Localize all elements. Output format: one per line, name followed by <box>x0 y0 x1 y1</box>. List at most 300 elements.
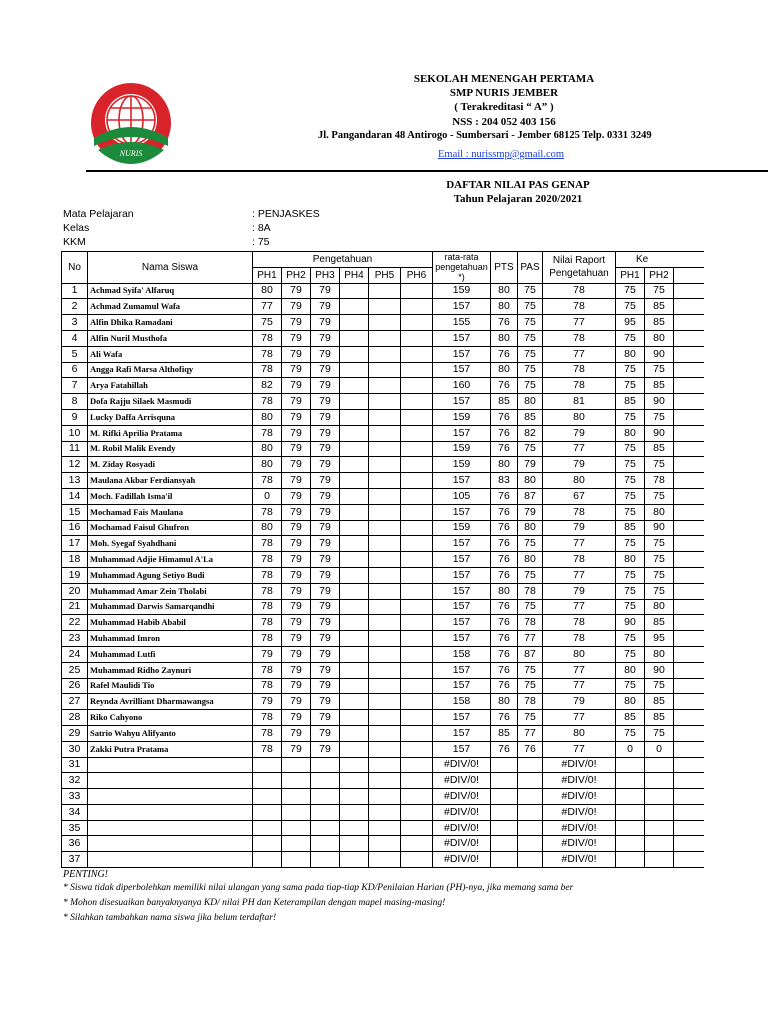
header-ph1: PH1 <box>253 267 282 283</box>
row-average: 159 <box>433 520 491 536</box>
row-ph4 <box>340 820 369 836</box>
row-k-ph2: 75 <box>645 725 674 741</box>
info-kkm-label: KKM <box>63 236 86 248</box>
row-no: 19 <box>62 567 88 583</box>
row-k-ph2 <box>645 757 674 773</box>
row-ph5 <box>369 394 401 410</box>
row-ph6 <box>401 425 433 441</box>
header-pts: PTS <box>491 252 518 284</box>
row-pts <box>491 773 518 789</box>
row-name: Arya Fatahillah <box>88 378 253 394</box>
table-row <box>62 836 704 852</box>
row-pts <box>491 757 518 773</box>
row-ph6 <box>401 504 433 520</box>
row-pts: 80 <box>491 330 518 346</box>
row-ph4 <box>340 457 369 473</box>
row-k-ph2 <box>645 852 674 868</box>
row-no: 29 <box>62 725 88 741</box>
row-ph4 <box>340 378 369 394</box>
table-row <box>62 488 704 504</box>
row-pas <box>518 820 543 836</box>
row-k-ph3 <box>674 599 704 615</box>
row-ph5 <box>369 504 401 520</box>
row-pts: 76 <box>491 567 518 583</box>
row-raport: #DIV/0! <box>543 773 616 789</box>
row-average: 157 <box>433 662 491 678</box>
row-ph5 <box>369 820 401 836</box>
row-k-ph1: 85 <box>616 710 645 726</box>
row-pas: 75 <box>518 330 543 346</box>
row-raport: 80 <box>543 473 616 489</box>
row-ph2: 79 <box>282 330 311 346</box>
row-name: Moh. Syegaf Syahdhani <box>88 536 253 552</box>
row-name: Maulana Akbar Ferdiansyah <box>88 473 253 489</box>
row-pts: 76 <box>491 615 518 631</box>
school-nss: NSS : 204 052 403 156 <box>452 116 556 128</box>
row-ph4 <box>340 441 369 457</box>
row-pts: 76 <box>491 552 518 568</box>
row-pas: 75 <box>518 441 543 457</box>
row-k-ph2: 75 <box>645 283 674 299</box>
row-ph5 <box>369 567 401 583</box>
doc-year: Tahun Pelajaran 2020/2021 <box>453 193 583 205</box>
row-ph5 <box>369 710 401 726</box>
row-k-ph2: 75 <box>645 362 674 378</box>
table-row <box>62 520 704 536</box>
row-k-ph3 <box>674 583 704 599</box>
row-k-ph3 <box>674 631 704 647</box>
row-name: Muhammad Agung Setiyo Budi <box>88 567 253 583</box>
table-row <box>62 552 704 568</box>
row-name: Rafel Maulidi Tio <box>88 678 253 694</box>
table-row <box>62 567 704 583</box>
row-k-ph3 <box>674 725 704 741</box>
row-k-ph2: 85 <box>645 315 674 331</box>
row-k-ph1: 75 <box>616 299 645 315</box>
row-k-ph2: 85 <box>645 299 674 315</box>
row-pas: 80 <box>518 552 543 568</box>
row-k-ph3 <box>674 409 704 425</box>
row-raport: 78 <box>543 283 616 299</box>
row-ph6 <box>401 283 433 299</box>
row-ph2: 79 <box>282 473 311 489</box>
row-k-ph1: 75 <box>616 567 645 583</box>
row-ph1: 78 <box>253 536 282 552</box>
row-pas: 75 <box>518 299 543 315</box>
row-ph4 <box>340 678 369 694</box>
row-ph4 <box>340 599 369 615</box>
header-pengetahuan: Pengetahuan <box>253 252 433 268</box>
table-row <box>62 741 704 757</box>
row-raport: 78 <box>543 615 616 631</box>
row-ph5 <box>369 773 401 789</box>
row-ph3: 79 <box>311 504 340 520</box>
row-name: Reynda Avrilliant Dharmawangsa <box>88 694 253 710</box>
row-raport: 77 <box>543 741 616 757</box>
row-ph3: 79 <box>311 330 340 346</box>
row-ph6 <box>401 552 433 568</box>
table-row <box>62 678 704 694</box>
row-k-ph2 <box>645 789 674 805</box>
row-k-ph3 <box>674 662 704 678</box>
row-ph1: 78 <box>253 710 282 726</box>
row-ph3 <box>311 773 340 789</box>
row-ph1 <box>253 836 282 852</box>
row-pas: 80 <box>518 473 543 489</box>
row-k-ph1: 85 <box>616 394 645 410</box>
row-no: 11 <box>62 441 88 457</box>
row-pts: 85 <box>491 394 518 410</box>
row-raport: 77 <box>543 662 616 678</box>
row-no: 7 <box>62 378 88 394</box>
row-pas <box>518 757 543 773</box>
row-ph4 <box>340 346 369 362</box>
table-row <box>62 710 704 726</box>
row-average: 157 <box>433 394 491 410</box>
row-ph6 <box>401 441 433 457</box>
row-k-ph1 <box>616 773 645 789</box>
row-ph5 <box>369 678 401 694</box>
header-ph4: PH4 <box>340 267 369 283</box>
row-average: 157 <box>433 599 491 615</box>
row-ph1: 78 <box>253 473 282 489</box>
row-k-ph1: 75 <box>616 488 645 504</box>
row-no: 14 <box>62 488 88 504</box>
row-k-ph1: 75 <box>616 441 645 457</box>
row-ph1: 78 <box>253 599 282 615</box>
row-k-ph1 <box>616 836 645 852</box>
row-pts: 80 <box>491 457 518 473</box>
row-ph2: 79 <box>282 283 311 299</box>
row-name: Alfin Nuril Musthofa <box>88 330 253 346</box>
row-raport: 81 <box>543 394 616 410</box>
row-ph2: 79 <box>282 678 311 694</box>
row-pts <box>491 820 518 836</box>
row-no: 35 <box>62 820 88 836</box>
row-no: 31 <box>62 757 88 773</box>
row-no: 23 <box>62 631 88 647</box>
row-k-ph2: 85 <box>645 710 674 726</box>
table-row <box>62 504 704 520</box>
row-k-ph2: 75 <box>645 678 674 694</box>
row-ph6 <box>401 536 433 552</box>
notes-heading: PENTING! <box>63 869 108 880</box>
row-pas: 75 <box>518 346 543 362</box>
row-k-ph2: 75 <box>645 536 674 552</box>
header-ph6: PH6 <box>401 267 433 283</box>
row-ph3 <box>311 836 340 852</box>
info-subject-label: Mata Pelajaran <box>63 208 134 220</box>
row-ph6 <box>401 662 433 678</box>
row-ph3: 79 <box>311 409 340 425</box>
row-pas: 85 <box>518 409 543 425</box>
row-k-ph3 <box>674 552 704 568</box>
row-ph4 <box>340 741 369 757</box>
row-ph3: 79 <box>311 725 340 741</box>
row-ph6 <box>401 362 433 378</box>
row-ph3 <box>311 820 340 836</box>
row-no: 8 <box>62 394 88 410</box>
row-ph6 <box>401 804 433 820</box>
row-no: 32 <box>62 773 88 789</box>
row-k-ph1: 75 <box>616 583 645 599</box>
row-pts: 80 <box>491 362 518 378</box>
row-ph4 <box>340 694 369 710</box>
row-raport: 79 <box>543 694 616 710</box>
table-row <box>62 283 704 299</box>
row-pas: 82 <box>518 425 543 441</box>
grade-table-body <box>62 283 704 867</box>
table-row <box>62 789 704 805</box>
row-k-ph1: 75 <box>616 283 645 299</box>
table-row <box>62 409 704 425</box>
row-ph2 <box>282 820 311 836</box>
row-name: Angga Rafi Marsa Althofiqy <box>88 362 253 378</box>
row-ph3: 79 <box>311 362 340 378</box>
row-k-ph3 <box>674 757 704 773</box>
row-no: 16 <box>62 520 88 536</box>
row-ph5 <box>369 757 401 773</box>
row-average: 157 <box>433 615 491 631</box>
row-ph2: 79 <box>282 346 311 362</box>
table-row <box>62 820 704 836</box>
row-ph1: 78 <box>253 567 282 583</box>
row-no: 22 <box>62 615 88 631</box>
row-no: 28 <box>62 710 88 726</box>
header-ph2: PH2 <box>282 267 311 283</box>
table-row <box>62 425 704 441</box>
row-pts <box>491 804 518 820</box>
row-ph5 <box>369 362 401 378</box>
row-pas: 75 <box>518 599 543 615</box>
row-ph6 <box>401 615 433 631</box>
table-row <box>62 631 704 647</box>
row-ph4 <box>340 315 369 331</box>
row-name: M. Rifki Aprilia Pratama <box>88 425 253 441</box>
row-name: Mochamad Faisul Ghufron <box>88 520 253 536</box>
info-class-label: Kelas <box>63 222 90 234</box>
row-ph1 <box>253 804 282 820</box>
row-k-ph3 <box>674 425 704 441</box>
row-no: 10 <box>62 425 88 441</box>
header-k-ph1: PH1 <box>616 267 645 283</box>
row-ph6 <box>401 409 433 425</box>
row-average: 157 <box>433 678 491 694</box>
row-ph1 <box>253 789 282 805</box>
row-k-ph1: 90 <box>616 615 645 631</box>
row-ph1: 80 <box>253 409 282 425</box>
row-ph2: 79 <box>282 741 311 757</box>
row-ph5 <box>369 330 401 346</box>
row-pas <box>518 773 543 789</box>
row-raport: 79 <box>543 457 616 473</box>
table-row <box>62 615 704 631</box>
row-ph5 <box>369 473 401 489</box>
row-k-ph1: 75 <box>616 678 645 694</box>
row-ph6 <box>401 710 433 726</box>
row-pas: 75 <box>518 567 543 583</box>
row-k-ph1 <box>616 757 645 773</box>
row-k-ph1 <box>616 804 645 820</box>
row-k-ph3 <box>674 804 704 820</box>
row-average: 157 <box>433 425 491 441</box>
table-row <box>62 662 704 678</box>
header-name: Nama Siswa <box>88 252 253 284</box>
row-ph6 <box>401 599 433 615</box>
row-ph2: 79 <box>282 599 311 615</box>
row-raport: 77 <box>543 567 616 583</box>
row-pas: 75 <box>518 362 543 378</box>
row-k-ph2: 90 <box>645 662 674 678</box>
row-k-ph1: 75 <box>616 631 645 647</box>
row-pas <box>518 852 543 868</box>
row-pas: 76 <box>518 741 543 757</box>
row-no: 20 <box>62 583 88 599</box>
row-ph3: 79 <box>311 536 340 552</box>
row-k-ph2: 75 <box>645 567 674 583</box>
row-name: Muhammad Imron <box>88 631 253 647</box>
row-average: 157 <box>433 725 491 741</box>
row-pas <box>518 789 543 805</box>
row-ph5 <box>369 646 401 662</box>
row-no: 34 <box>62 804 88 820</box>
row-name: Alfin Dhika Ramadani <box>88 315 253 331</box>
row-k-ph3 <box>674 457 704 473</box>
row-pts: 76 <box>491 504 518 520</box>
row-average: 105 <box>433 488 491 504</box>
row-k-ph2: 0 <box>645 741 674 757</box>
row-k-ph3 <box>674 678 704 694</box>
row-ph3: 79 <box>311 520 340 536</box>
table-row <box>62 330 704 346</box>
table-row <box>62 362 704 378</box>
table-row <box>62 646 704 662</box>
row-average: 158 <box>433 646 491 662</box>
row-ph5 <box>369 488 401 504</box>
row-ph1: 78 <box>253 552 282 568</box>
row-no: 33 <box>62 789 88 805</box>
row-ph3: 79 <box>311 394 340 410</box>
row-name: Moch. Fadillah Isma'il <box>88 488 253 504</box>
row-ph1 <box>253 773 282 789</box>
row-ph3: 79 <box>311 741 340 757</box>
row-ph4 <box>340 283 369 299</box>
row-k-ph1: 75 <box>616 504 645 520</box>
school-email-link[interactable]: Email : nurissmp@gmail.com <box>438 149 565 160</box>
row-average: 157 <box>433 552 491 568</box>
row-k-ph3 <box>674 283 704 299</box>
table-row <box>62 694 704 710</box>
row-ph5 <box>369 346 401 362</box>
row-name: Muhammad Lutfi <box>88 646 253 662</box>
school-name: SMP NURIS JEMBER <box>449 87 559 99</box>
row-k-ph3 <box>674 646 704 662</box>
row-raport: 79 <box>543 425 616 441</box>
row-pts <box>491 836 518 852</box>
row-ph6 <box>401 394 433 410</box>
row-ph3: 79 <box>311 631 340 647</box>
row-ph1: 80 <box>253 520 282 536</box>
row-average: 157 <box>433 362 491 378</box>
row-ph3: 79 <box>311 346 340 362</box>
row-pts: 80 <box>491 283 518 299</box>
row-ph6 <box>401 346 433 362</box>
row-ph1 <box>253 820 282 836</box>
info-class-value: : 8A <box>252 222 271 234</box>
row-ph6 <box>401 773 433 789</box>
row-no: 13 <box>62 473 88 489</box>
row-average: #DIV/0! <box>433 852 491 868</box>
header-no: No <box>62 252 88 284</box>
row-ph4 <box>340 330 369 346</box>
row-pts: 76 <box>491 441 518 457</box>
row-k-ph2 <box>645 804 674 820</box>
header-raport: Nilai Raport Pengetahuan <box>543 252 616 284</box>
row-raport: 77 <box>543 536 616 552</box>
row-ph6 <box>401 520 433 536</box>
row-ph1: 78 <box>253 504 282 520</box>
row-ph4 <box>340 552 369 568</box>
row-ph6 <box>401 567 433 583</box>
row-k-ph2: 85 <box>645 615 674 631</box>
row-name: M. Ziday Rosyadi <box>88 457 253 473</box>
row-ph4 <box>340 615 369 631</box>
row-pas: 77 <box>518 631 543 647</box>
row-raport: #DIV/0! <box>543 852 616 868</box>
row-ph5 <box>369 425 401 441</box>
row-no: 21 <box>62 599 88 615</box>
row-ph2: 79 <box>282 457 311 473</box>
row-ph1: 0 <box>253 488 282 504</box>
row-name <box>88 836 253 852</box>
row-ph1: 78 <box>253 615 282 631</box>
row-k-ph3 <box>674 567 704 583</box>
row-k-ph3 <box>674 362 704 378</box>
row-ph3: 79 <box>311 599 340 615</box>
row-k-ph2: 85 <box>645 378 674 394</box>
row-pts: 76 <box>491 646 518 662</box>
row-k-ph3 <box>674 694 704 710</box>
row-raport: 77 <box>543 315 616 331</box>
row-raport: 77 <box>543 599 616 615</box>
row-ph4 <box>340 836 369 852</box>
row-ph3: 79 <box>311 457 340 473</box>
row-pts: 80 <box>491 583 518 599</box>
row-ph4 <box>340 631 369 647</box>
row-ph2: 79 <box>282 441 311 457</box>
row-ph2: 79 <box>282 694 311 710</box>
row-average: 157 <box>433 473 491 489</box>
row-average: 157 <box>433 567 491 583</box>
row-ph2: 79 <box>282 662 311 678</box>
row-k-ph2: 80 <box>645 599 674 615</box>
row-name: Zakki Putra Pratama <box>88 741 253 757</box>
row-k-ph3 <box>674 394 704 410</box>
table-row <box>62 852 704 868</box>
row-ph6 <box>401 457 433 473</box>
row-ph2: 79 <box>282 567 311 583</box>
row-ph5 <box>369 315 401 331</box>
table-row <box>62 804 704 820</box>
row-raport: 79 <box>543 583 616 599</box>
row-ph5 <box>369 631 401 647</box>
row-ph1: 79 <box>253 694 282 710</box>
row-ph2: 79 <box>282 425 311 441</box>
row-k-ph1 <box>616 789 645 805</box>
row-ph4 <box>340 473 369 489</box>
row-pts: 83 <box>491 473 518 489</box>
row-k-ph1: 95 <box>616 315 645 331</box>
